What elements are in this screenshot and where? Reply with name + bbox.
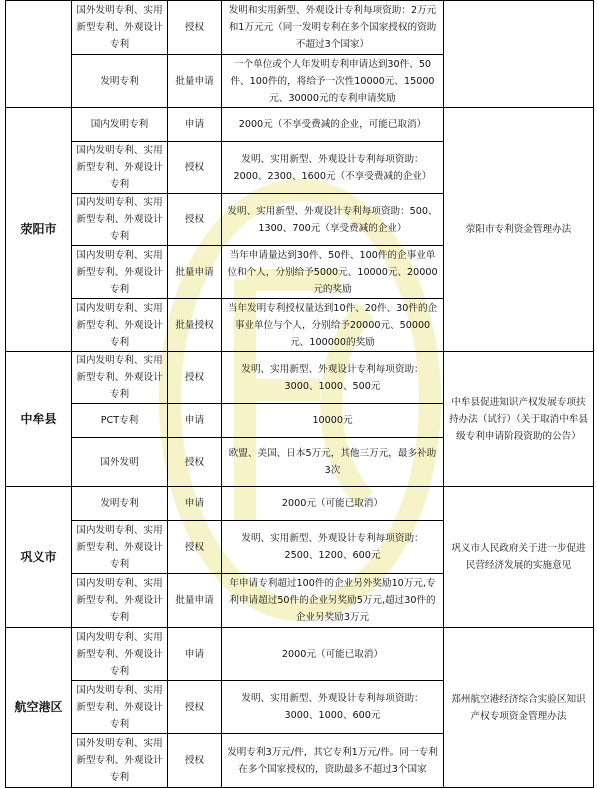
policy-basis-xingyang: 荥阳市专利资金管理办法	[444, 108, 594, 352]
subsidy-desc-cell: 发明专利3万元/件，其它专利1万元/件。同一专利在多个国家授权的，资助最多不超过3个国家	[222, 734, 444, 788]
city-name-zhongmou: 中牟县	[6, 352, 72, 487]
city-name-hangkong: 航空港区	[6, 628, 72, 788]
subsidy-desc-cell: 欧盟、美国、日本5万元，其他三万元，最多补助3次	[222, 438, 444, 487]
subsidy-desc-cell: 2000元（可能已取消）	[222, 487, 444, 521]
grant-stage-cell: 授权	[168, 681, 222, 734]
subsidy-desc-cell: 发明和实用新型、外观设计专利每项资助：2万元和1万元元（同一发明专利在多个国家授权的资助不超过3个国家）	[222, 1, 444, 55]
grant-stage-cell: 授权	[168, 142, 222, 194]
patent-type-cell: 国内发明专利、实用新型专利、外观设计专利	[72, 681, 168, 734]
subsidy-desc-cell: 发明、实用新型、外观设计专利每项资助：2500、1200、600元	[222, 521, 444, 574]
patent-type-cell: 国内发明专利、实用新型专利、外观设计专利	[72, 521, 168, 574]
grant-stage-cell: 申请	[168, 404, 222, 438]
grant-stage-cell: 批量申请	[168, 246, 222, 299]
grant-stage-cell: 批量申请	[168, 55, 222, 108]
patent-type-cell: 国内发明专利	[72, 108, 168, 142]
grant-stage-cell: 申请	[168, 487, 222, 521]
grant-stage-cell: 授权	[168, 1, 222, 55]
grant-stage-cell: 授权	[168, 521, 222, 574]
grant-stage-cell: 授权	[168, 194, 222, 246]
patent-type-cell: 国外发明	[72, 438, 168, 487]
patent-type-cell: 国内发明专利、实用新型专利、外观设计专利	[72, 246, 168, 299]
subsidy-desc-cell: 2000元（可能已取消）	[222, 628, 444, 681]
grant-stage-cell: 授权	[168, 438, 222, 487]
subsidy-desc-cell: 发明、实用新型、外观设计专利每项资助：500、1300、700元（享受费减的企业）	[222, 194, 444, 246]
grant-stage-cell: 批量授权	[168, 299, 222, 352]
patent-type-cell: 国外发明专利、实用新型专利、外观设计专利	[72, 1, 168, 55]
table-row	[6, 487, 594, 521]
policy-basis-cell	[444, 1, 594, 108]
table-row	[6, 1, 594, 55]
patent-type-cell: 国内发明专利、实用新型专利、外观设计专利	[72, 352, 168, 404]
grant-stage-cell: 授权	[168, 734, 222, 788]
subsidy-desc-cell: 10000元	[222, 404, 444, 438]
subsidy-desc-cell: 发明、实用新型、外观设计专利每项资助：2000、2300、1600元（不享受费减的企业）	[222, 142, 444, 194]
policy-basis-gongyi: 巩义市人民政府关于进一步促进民营经济发展的实施意见	[444, 487, 594, 628]
city-name-xingyang: 荥阳市	[6, 108, 72, 352]
grant-stage-cell: 申请	[168, 628, 222, 681]
patent-type-cell: 发明专利	[72, 487, 168, 521]
patent-type-cell: 国内发明专利、实用新型专利、外观设计专利	[72, 574, 168, 628]
patent-type-cell: 国内发明专利、实用新型专利、外观设计专利	[72, 628, 168, 681]
patent-type-cell: 国内发明专利、实用新型专利、外观设计专利	[72, 142, 168, 194]
patent-type-cell: 国外发明专利、实用新型专利、外观设计专利	[72, 734, 168, 788]
table-row	[6, 628, 594, 681]
table-row	[6, 352, 594, 404]
subsidy-desc-cell: 一个单位或个人年发明专利申请达到30件、50件、100件的，将给予一次性10000元、15000元、30000元的专利申请奖励	[222, 55, 444, 108]
grant-stage-cell: 批量申请	[168, 574, 222, 628]
grant-stage-cell: 授权	[168, 352, 222, 404]
table-row	[6, 108, 594, 142]
policy-basis-zhongmou: 中牟县促进知识产权发展专项扶持办法（试行）（关于取消中牟县级专利申请阶段资助的公告）	[444, 352, 594, 487]
patent-type-cell: 国内发明专利、实用新型专利、外观设计专利	[72, 299, 168, 352]
patent-subsidy-table	[5, 0, 594, 788]
subsidy-desc-cell: 当年申请量达到30件、50件、100件的企事业单位和个人，分别给予5000元、10000元、20000元的奖励	[222, 246, 444, 299]
policy-basis-hangkong: 郑州航空港经济综合实验区知识产权专项资金管理办法	[444, 628, 594, 788]
subsidy-desc-cell: 年申请专利超过100件的企业另外奖励10万元,专利申请超过50件的企业另奖励5万元,超过30件的企业另奖励3万元	[222, 574, 444, 628]
subsidy-desc-cell: 当年发明专利授权量达到10件、20件、30件的企事业单位与个人，分别给予20000元、50000元、100000的奖励	[222, 299, 444, 352]
subsidy-desc-cell: 2000元（不享受费减的企业，可能已取消）	[222, 108, 444, 142]
city-name-gongyi: 巩义市	[6, 487, 72, 628]
subsidy-desc-cell: 发明、实用新型、外观设计专利每项资助：3000、1000、500元	[222, 352, 444, 404]
subsidy-desc-cell: 发明、实用新型、外观设计专利每项资助：3000、1000、600元	[222, 681, 444, 734]
patent-type-cell: PCT专利	[72, 404, 168, 438]
grant-stage-cell: 申请	[168, 108, 222, 142]
patent-type-cell: 发明专利	[72, 55, 168, 108]
city-cell	[6, 1, 72, 108]
patent-type-cell: 国内发明专利、实用新型专利、外观设计专利	[72, 194, 168, 246]
